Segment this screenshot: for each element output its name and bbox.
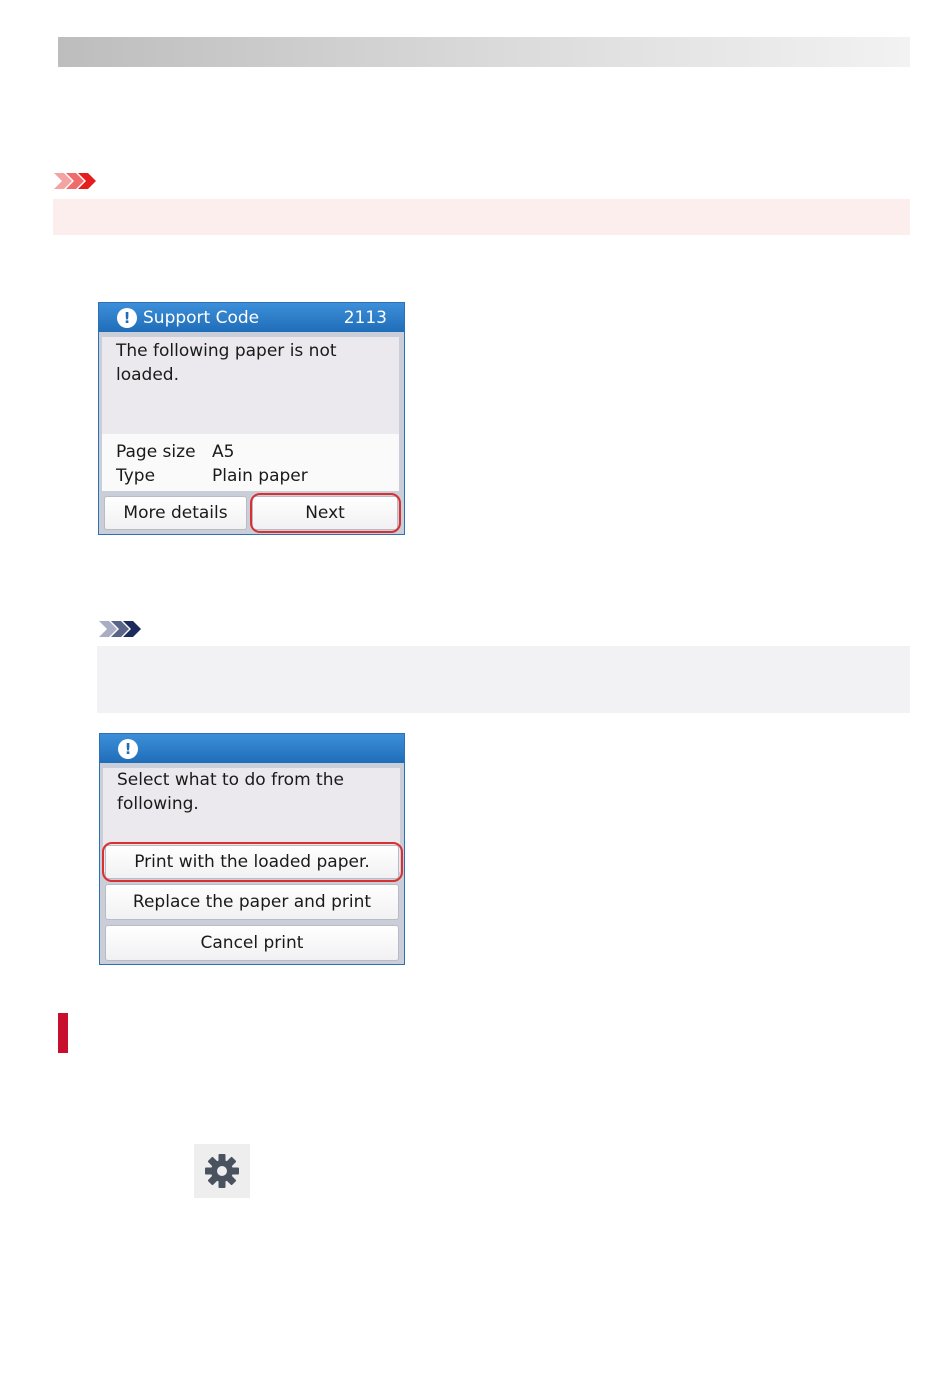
important-box — [53, 199, 910, 235]
lcd-message — [102, 337, 399, 434]
info-label: Type — [116, 466, 156, 486]
note-icon — [97, 618, 143, 640]
lcd-message-text: The following paper is not loaded. — [116, 341, 337, 385]
print-loaded-highlight — [102, 842, 403, 882]
support-code-number: 2113 — [343, 308, 387, 328]
lcd-title-bar — [99, 303, 404, 332]
info-row-page-size — [116, 440, 234, 464]
more-details-button[interactable]: More details — [104, 496, 247, 530]
print-with-loaded-paper-button[interactable]: Print with the loaded paper. — [105, 845, 399, 879]
paper-info — [102, 434, 399, 491]
info-row-type — [116, 464, 308, 488]
gear-icon — [202, 1151, 242, 1191]
settings-button[interactable] — [194, 1144, 250, 1198]
replace-paper-and-print-button[interactable]: Replace the paper and print — [105, 884, 399, 920]
info-value: A5 — [212, 442, 235, 462]
info-value: Plain paper — [212, 466, 308, 486]
lcd-title: Support Code — [143, 308, 260, 328]
exclamation-icon: ! — [117, 308, 137, 328]
section-heading-bar — [58, 1013, 68, 1053]
info-label: Page size — [116, 442, 196, 462]
lcd-screen-support-code — [98, 302, 405, 535]
important-icon — [52, 170, 98, 192]
lcd-title-bar — [100, 734, 404, 763]
exclamation-icon: ! — [118, 739, 138, 759]
cancel-print-button[interactable]: Cancel print — [105, 925, 399, 961]
lcd-message-text: Select what to do from the following. — [117, 770, 344, 814]
note-box — [97, 646, 910, 713]
header-bar — [58, 37, 910, 67]
next-button-highlight — [250, 493, 401, 533]
next-button[interactable]: Next — [252, 496, 398, 530]
lcd-screen-select-action — [99, 733, 405, 965]
